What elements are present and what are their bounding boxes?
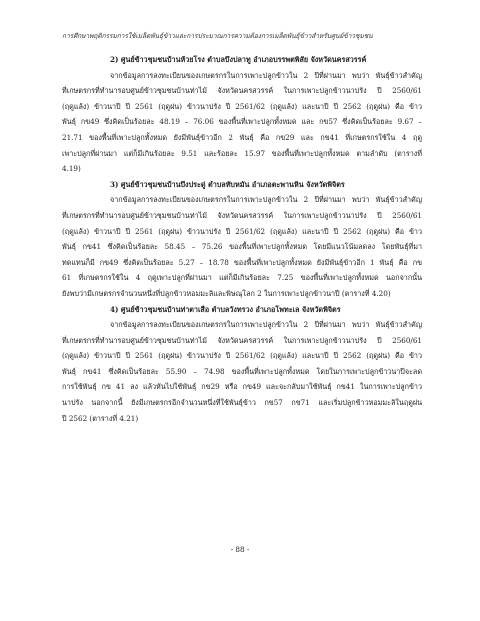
paragraph-line: พันธุ์ กข41 ซึ่งคิดเป็นร้อยละ 55.90 – 74.98 ของพื้นที่เพาะปลูกทั้งหมด โดยในการเพาะปลูกข้าวนาปีจะลด [62,366,422,376]
paragraph-line: เพาะปลูกที่ผ่านมา แต่ก็มีเกินร้อยละ 9.51 และร้อยละ 15.97 ของพื้นที่เพาะปลูกทั้งหมด ตามลำดับ (ตารางที่ [62,148,422,158]
section-2 [62,52,422,177]
paragraph-line: จากข้อมูลการลงทะเบียนของเกษตรกรในการเพาะปลูกข้าวใน 2 ปีที่ผ่านมา พบว่า พันธุ์ข้าวสำคัญ [110,195,422,205]
section-heading: 2) ศูนย์ข้าวชุมชนบ้านห้วยโรง ตำบลบึงปลาทู อำเภอบรรพตพิสัย จังหวัดนครสวรรค์ [110,55,367,64]
paragraph-line: 21.71 ของพื้นที่เพาะปลูกทั้งหมด ยังมีพันธุ์ข้าวอีก 2 พันธุ์ คือ กข29 และ กข41 ที่เกษตรกรใช้ใน 4 ฤดู [62,132,422,142]
paragraph-line: ที่เกษตรกรที่ทำนารอบศูนย์ข้าวชุมชนบ้านท่าไม้ จังหวัดนครสวรรค์ ในการเพาะปลูกข้าวนาปรัง ปี 2560/61 [62,86,422,96]
paragraph-line: ทดแทนก็มี กข49 ซึ่งคิดเป็นร้อยละ 5.27 – 18.78 ของพื้นที่เพาะปลูกทั้งหมด ยังมีพันธุ์ข้าวอีก 1 พันธุ์ คือ กข [62,257,422,267]
paragraph-line: พันธุ์ กข49 ซึ่งคิดเป็นร้อยละ 48.19 – 76.06 ของพื้นที่เพาะปลูกทั้งหมด และ กข57 ซึ่งคิดเป็นร้อยละ 9.67 – [62,117,422,127]
paragraph-line: (ฤดูแล้ง) ข้าวนาปี ปี 2561 (ฤดูฝน) ข้าวนาปรัง ปี 2561/62 (ฤดูแล้ง) และนาปี ปี 2562 (ฤดูฝน) คือ ข้าว [62,351,422,361]
paragraph-line: การใช้พันธุ์ กข 41 ลง แล้วหันไปใช้พันธุ์ กข29 หรือ กข49 และจะกลับมาใช้พันธุ์ กข41 ในการเพาะปลูกข้าว [62,382,422,392]
paragraph-line: ยังพบว่ามีเกษตรกรจำนวนหนึ่งที่ปลูกข้าวหอมมะลิและพิษณุโลก 2 ในการเพาะปลูกข้าวนาปี (ตารางที่ 4.20) [62,288,391,298]
paragraph-line: ปี 2562 (ตารางที่ 4.21) [62,413,139,423]
paragraph-line: จากข้อมูลการลงทะเบียนของเกษตรกรในการเพาะปลูกข้าวใน 2 ปีที่ผ่านมา พบว่า พันธุ์ข้าวสำคัญ [110,320,422,330]
paragraph-line: 61 ที่เกษตรกรใช้ใน 4 ฤดูเพาะปลูกที่ผ่านมา แต่ก็มีเกินร้อยละ 7.25 ของพื้นที่เพาะปลูกทั้งหมด นอกจากนั้น [62,273,422,283]
page-number: - 88 - [230,545,250,554]
paragraph-line: พันธุ์ กข41 ซึ่งคิดเป็นร้อยละ 58.45 – 75.26 ของพื้นที่เพาะปลูกทั้งหมด โดยมีแนวโน้มลดลง โดยพันธุ์ที่มา [62,242,422,252]
paragraph-line: ที่เกษตรกรที่ทำนารอบศูนย์ข้าวชุมชนบ้านท่าไม้ จังหวัดนครสวรรค์ ในการเพาะปลูกข้าวนาปรัง ปี 2560/61 [62,210,422,220]
section-heading: 3) ศูนย์ข้าวชุมชนบ้านบึงประดู่ ตำบลทับหมัน อำเภอตะพานหิน จังหวัดพิจิตร [110,179,345,189]
running-header: การศึกษาพฤติกรรมการใช้เมล็ดพันธุ์ข้าวและการประมาณการความต้องการเมล็ดพันธุ์ข้าวสำหรับศูนย์ข้าวชุมชน [62,32,373,40]
page-body [62,52,422,426]
paragraph-line: ที่เกษตรกรที่ทำนารอบศูนย์ข้าวชุมชนบ้านท่าไม้ จังหวัดนครสวรรค์ ในการเพาะปลูกข้าวนาปรัง ปี 2560/61 [62,335,422,345]
section-4 [62,302,422,427]
paragraph-line: (ฤดูแล้ง) ข้าวนาปี ปี 2561 (ฤดูฝน) ข้าวนาปรัง ปี 2561/62 (ฤดูแล้ง) และนาปี ปี 2562 (ฤดูฝน) คือ ข้าว [62,101,422,111]
paragraph-line: นาปรัง นอกจากนี้ ยังมีเกษตรกรอีกจำนวนหนึ่งที่ใช้พันธุ์ข้าว กข57 กข71 และเริ่มปลูกข้าวหอมมะลิในฤดูฝน [62,398,422,408]
section-3 [62,177,422,302]
section-heading: 4) ศูนย์ข้าวชุมชนบ้านท่าตาเสือ ตำบลวังทรวง อำเภอโพทะเล จังหวัดพิจิตร [110,304,341,314]
paragraph-line: จากข้อมูลการลงทะเบียนของเกษตรกรในการเพาะปลูกข้าวใน 2 ปีที่ผ่านมา พบว่า พันธุ์ข้าวสำคัญ [110,70,422,80]
paragraph-line: 4.19) [62,164,81,174]
paragraph-line: (ฤดูแล้ง) ข้าวนาปี ปี 2561 (ฤดูฝน) ข้าวนาปรัง ปี 2561/62 (ฤดูแล้ง) และนาปี ปี 2562 (ฤดูฝน) คือ ข้าว [62,226,422,236]
